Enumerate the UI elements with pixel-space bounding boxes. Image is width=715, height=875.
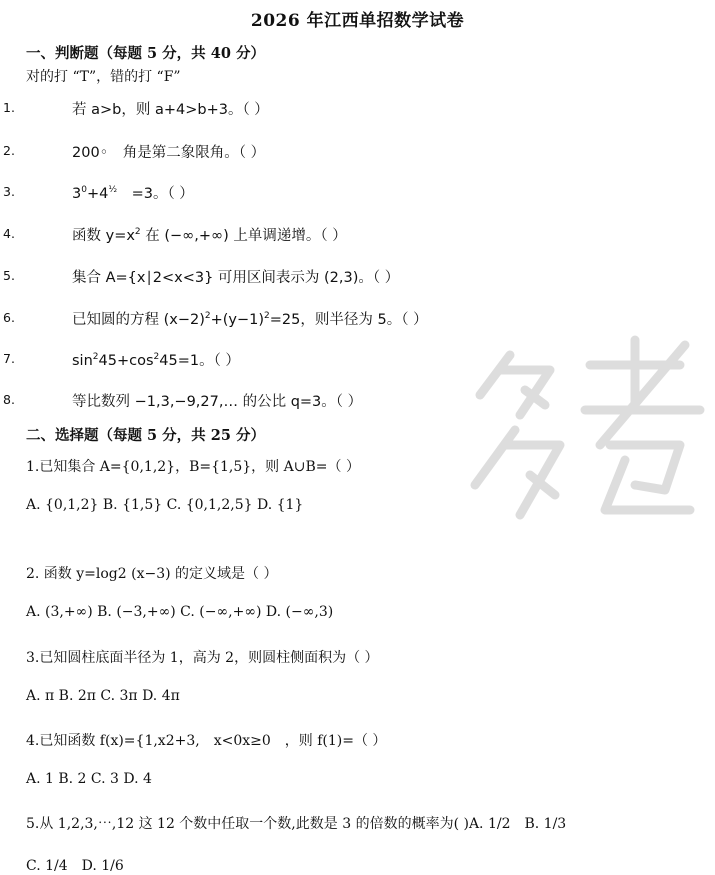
judgment-question: 等比数列 −1,3,−9,27,… 的公比 q=3。（ ） xyxy=(72,394,363,410)
question-number: 4. xyxy=(3,226,15,241)
choice-question: 1.已知集合 A={0,1,2}，B={1,5}，则 A∪B=（ ） xyxy=(26,459,360,475)
judgment-question: 函数 $y=x^2$ 在 (−∞,+∞) 上单调递增。（ ） xyxy=(72,227,347,244)
choice-options: A. {0,1,2} B. {1,5} C. {0,1,2,5} D. {1} xyxy=(26,497,304,513)
choice-question: 2. 函数 y=log2 (x−3) 的定义域是（ ） xyxy=(26,566,278,582)
question-number: 3. xyxy=(3,184,15,199)
question-number: 1. xyxy=(3,100,15,115)
watermark-logo xyxy=(450,325,715,535)
question-number: 6. xyxy=(3,310,15,325)
choice-question: 5.从 1,2,3,⋯,12 这 12 个数中任取一个数,此数是 3 的倍数的概率为( )A. 1/2 B. 1/3 xyxy=(26,816,567,832)
choice-question: 4.已知函数 f(x)={1,x2+3, x<0x≥0 ，则 f(1)=（ ） xyxy=(26,733,387,749)
question-number: 8. xyxy=(3,392,15,407)
judgment-question: 集合 A={x∣2<x<3} 可用区间表示为 (2,3)。（ ） xyxy=(72,270,400,286)
section-2-heading: 二、选择题（每题 5 分，共 25 分） xyxy=(26,427,265,444)
judgment-question: 200◦ 角是第二象限角。（ ） xyxy=(72,145,266,161)
choice-options: C. 1/4 D. 1/6 xyxy=(26,858,124,874)
judgment-question: $3^0+4^{\frac{1}{2}}$ =3。（ ） xyxy=(72,185,194,202)
question-number: 5. xyxy=(3,268,15,283)
judgment-question: 若 a>b，则 a+4>b+3。（ ） xyxy=(72,102,269,118)
choice-options: A. (3,+∞) B. (−3,+∞) C. (−∞,+∞) D. (−∞,3) xyxy=(26,604,334,620)
question-number: 2. xyxy=(3,143,15,158)
judgment-question: 已知圆的方程 $(x-2)^2+(y-1)^2=25$，则半径为 5。（ ） xyxy=(72,311,428,328)
section-1-heading: 一、判断题（每题 5 分，共 40 分） xyxy=(26,45,265,62)
choice-question: 3.已知圆柱底面半径为 1，高为 2，则圆柱侧面积为（ ） xyxy=(26,650,379,666)
section-1-instruction: 对的打 “T”，错的打 “F” xyxy=(26,69,181,85)
page-title: 2026 年江西单招数学试卷 xyxy=(250,11,465,31)
judgment-question: $\sin^245+\cos^245=1$。（ ） xyxy=(72,352,240,369)
question-number: 7. xyxy=(3,351,15,366)
choice-options: A. π B. 2π C. 3π D. 4π xyxy=(26,688,180,704)
choice-options: A. 1 B. 2 C. 3 D. 4 xyxy=(26,771,152,787)
